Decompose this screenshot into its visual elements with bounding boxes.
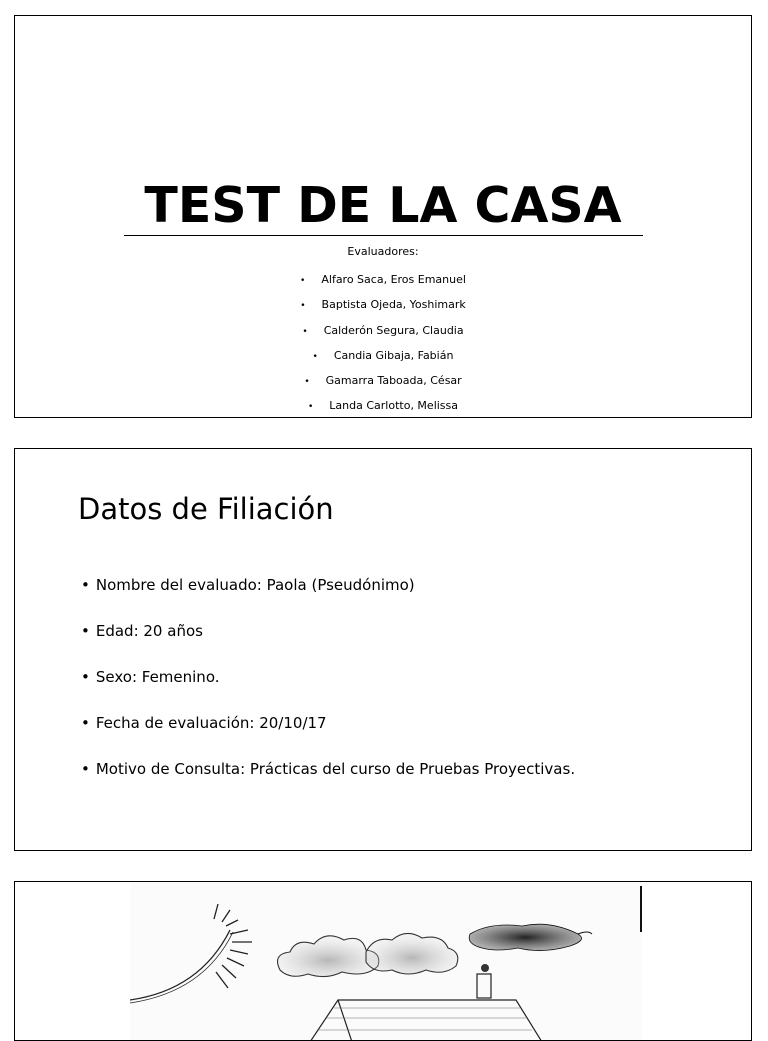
list-item <box>81 663 575 709</box>
bullet-icon: • <box>307 402 314 413</box>
list-item-text: Edad: 20 años <box>95 622 203 640</box>
evaluator-item <box>15 343 751 368</box>
bullet-icon: • <box>300 276 306 286</box>
bullet-icon: • <box>81 714 90 732</box>
evaluator-name: Landa Carlotto, Melissa <box>329 399 459 413</box>
evaluator-name: Baptista Ojeda, Yoshimark <box>321 298 466 312</box>
evaluator-name: Calderón Segura, Claudia <box>323 323 464 337</box>
evaluator-item <box>15 267 751 292</box>
evaluator-item <box>15 393 751 418</box>
bullet-icon: • <box>81 622 90 640</box>
title-divider <box>124 235 643 236</box>
list-item-text: Nombre del evaluado: Paola (Pseudónimo) <box>95 576 415 594</box>
bullet-icon: • <box>302 326 308 337</box>
list-item-text: Fecha de evaluación: 20/10/17 <box>95 714 327 732</box>
list-item <box>81 617 575 663</box>
house-drawing-image <box>130 882 642 1041</box>
cover-slide <box>14 15 752 418</box>
bullet-icon: • <box>304 377 310 388</box>
bullet-icon: • <box>81 576 90 594</box>
presentation-title: TEST DE LA CASA <box>144 177 622 234</box>
list-item <box>81 755 575 801</box>
drawing-slide <box>14 881 752 1041</box>
list-item <box>81 571 575 617</box>
list-item-text: Sexo: Femenino. <box>95 668 220 686</box>
evaluator-item <box>15 368 751 393</box>
bullet-icon: • <box>81 760 90 778</box>
filiacion-slide <box>14 448 752 851</box>
filiacion-list <box>81 571 575 801</box>
evaluator-name: Alfaro Saca, Eros Emanuel <box>321 273 466 286</box>
slide-heading: Datos de Filiación <box>78 492 334 526</box>
evaluators-label: Evaluadores: <box>347 245 419 258</box>
list-item <box>81 709 575 755</box>
bullet-icon: • <box>300 301 306 312</box>
evaluator-item <box>15 318 751 343</box>
bullet-icon: • <box>81 668 90 686</box>
evaluators-list <box>15 267 751 418</box>
list-item-text: Motivo de Consulta: Prácticas del curso de Pruebas Proyectivas. <box>95 760 576 778</box>
evaluator-name: Gamarra Taboada, César <box>325 374 462 388</box>
evaluator-name: Candia Gibaja, Fabián <box>333 348 454 362</box>
evaluator-item <box>15 292 751 317</box>
bullet-icon: • <box>312 351 318 362</box>
